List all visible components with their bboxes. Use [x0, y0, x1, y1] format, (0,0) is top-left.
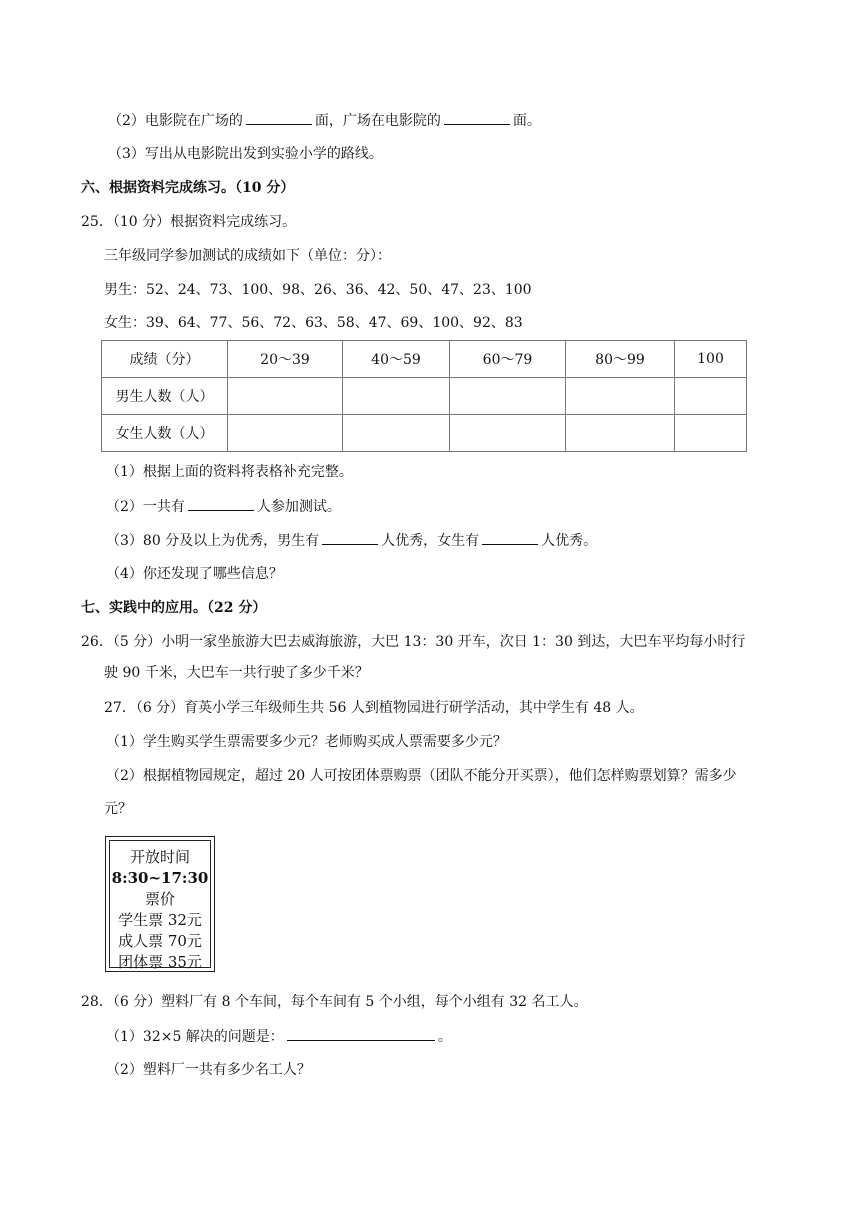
- answer-cell[interactable]: [228, 378, 343, 415]
- q27-title: 27．（6 分）育英小学三年级师生共 56 人到植物园进行研学活动，其中学生有 48 人。: [104, 700, 644, 716]
- q28-sub1: （1）32×5 解决的问题是： 。: [106, 1026, 452, 1047]
- price-heading: 票价: [144, 890, 175, 908]
- table-header-cell: 20～39: [228, 341, 343, 378]
- q28-sub2: （2）塑料厂一共有多少名工人？: [106, 1062, 311, 1078]
- answer-cell[interactable]: [343, 415, 450, 452]
- table-row: [102, 415, 747, 452]
- score-table: [101, 340, 747, 452]
- q25-sub1: （1）根据上面的资料将表格补充完整。: [106, 464, 353, 480]
- row-label-girls: 女生人数（人）: [102, 415, 228, 452]
- q27-sub1: （1）学生购买学生票需要多少元？老师购买成人票需要多少元？: [106, 734, 507, 750]
- opening-hours: 8:30~17:30: [111, 869, 209, 887]
- answer-blank[interactable]: [444, 110, 510, 125]
- q25-boys-scores: 男生：52、24、73、100、98、26、36、42、50、47、23、100: [104, 282, 532, 298]
- q27-sub2-line1: （2）根据植物园规定，超过 20 人可按团体票购票（团队不能分开买票），他们怎样购票划算？需多少: [106, 768, 737, 784]
- table-row: [102, 378, 747, 415]
- student-price: 学生票 32元: [118, 911, 202, 929]
- table-header-cell: 100: [675, 341, 747, 378]
- answer-cell[interactable]: [675, 378, 747, 415]
- q25-intro: 三年级同学参加测试的成绩如下（单位：分）：: [104, 248, 391, 264]
- answer-cell[interactable]: [343, 378, 450, 415]
- answer-blank[interactable]: [482, 530, 538, 545]
- q24-sub2: （2）电影院在广场的 面，广场在电影院的 面。: [108, 110, 541, 131]
- table-header-cell: 80～99: [566, 341, 675, 378]
- answer-blank[interactable]: [188, 496, 254, 511]
- q25-sub3: （3）80 分及以上为优秀，男生有 人优秀，女生有 人优秀。: [106, 530, 597, 551]
- q27-sub2-line2: 元？: [104, 801, 132, 817]
- q26-line2: 驶 90 千米，大巴车一共行驶了多少千米？: [104, 665, 369, 681]
- ticket-heading: 开放时间: [129, 848, 190, 866]
- answer-cell[interactable]: [450, 378, 566, 415]
- q26-line1: 26．（5 分）小明一家坐旅游大巴去威海旅游，大巴 13：30 开车，次日 1：30 到达，大巴车平均每小时行: [81, 634, 746, 650]
- table-header-cell: 60～79: [450, 341, 566, 378]
- section-heading-7: 七、实践中的应用。（22 分）: [81, 600, 267, 616]
- group-price: 团体票 35元: [118, 953, 202, 971]
- answer-blank[interactable]: [322, 530, 378, 545]
- q28-title: 28．（6 分）塑料厂有 8 个车间，每个车间有 5 个小组，每个小组有 32 名工人。: [81, 994, 588, 1010]
- table-row: [102, 341, 747, 378]
- q25-sub2: （2）一共有 人参加测试。: [106, 496, 341, 517]
- adult-price: 成人票 70元: [118, 932, 202, 950]
- q25-sub4: （4）你还发现了哪些信息？: [106, 566, 283, 582]
- answer-blank[interactable]: [246, 110, 312, 125]
- answer-blank[interactable]: [287, 1026, 435, 1041]
- row-label-boys: 男生人数（人）: [102, 378, 228, 415]
- answer-cell[interactable]: [450, 415, 566, 452]
- table-header-cell: 成绩（分）: [102, 341, 228, 378]
- answer-cell[interactable]: [675, 415, 747, 452]
- q25-girls-scores: 女生：39、64、77、56、72、63、58、47、69、100、92、83: [104, 315, 523, 331]
- q24-sub3: （3）写出从电影院出发到实验小学的路线。: [108, 146, 383, 162]
- answer-cell[interactable]: [566, 415, 675, 452]
- table-header-cell: 40～59: [343, 341, 450, 378]
- section-heading-6: 六、根据资料完成练习。（10 分）: [81, 180, 295, 196]
- q25-title: 25．（10 分）根据资料完成练习。: [81, 214, 297, 230]
- answer-cell[interactable]: [228, 415, 343, 452]
- ticket-info-sign: [105, 836, 215, 972]
- answer-cell[interactable]: [566, 378, 675, 415]
